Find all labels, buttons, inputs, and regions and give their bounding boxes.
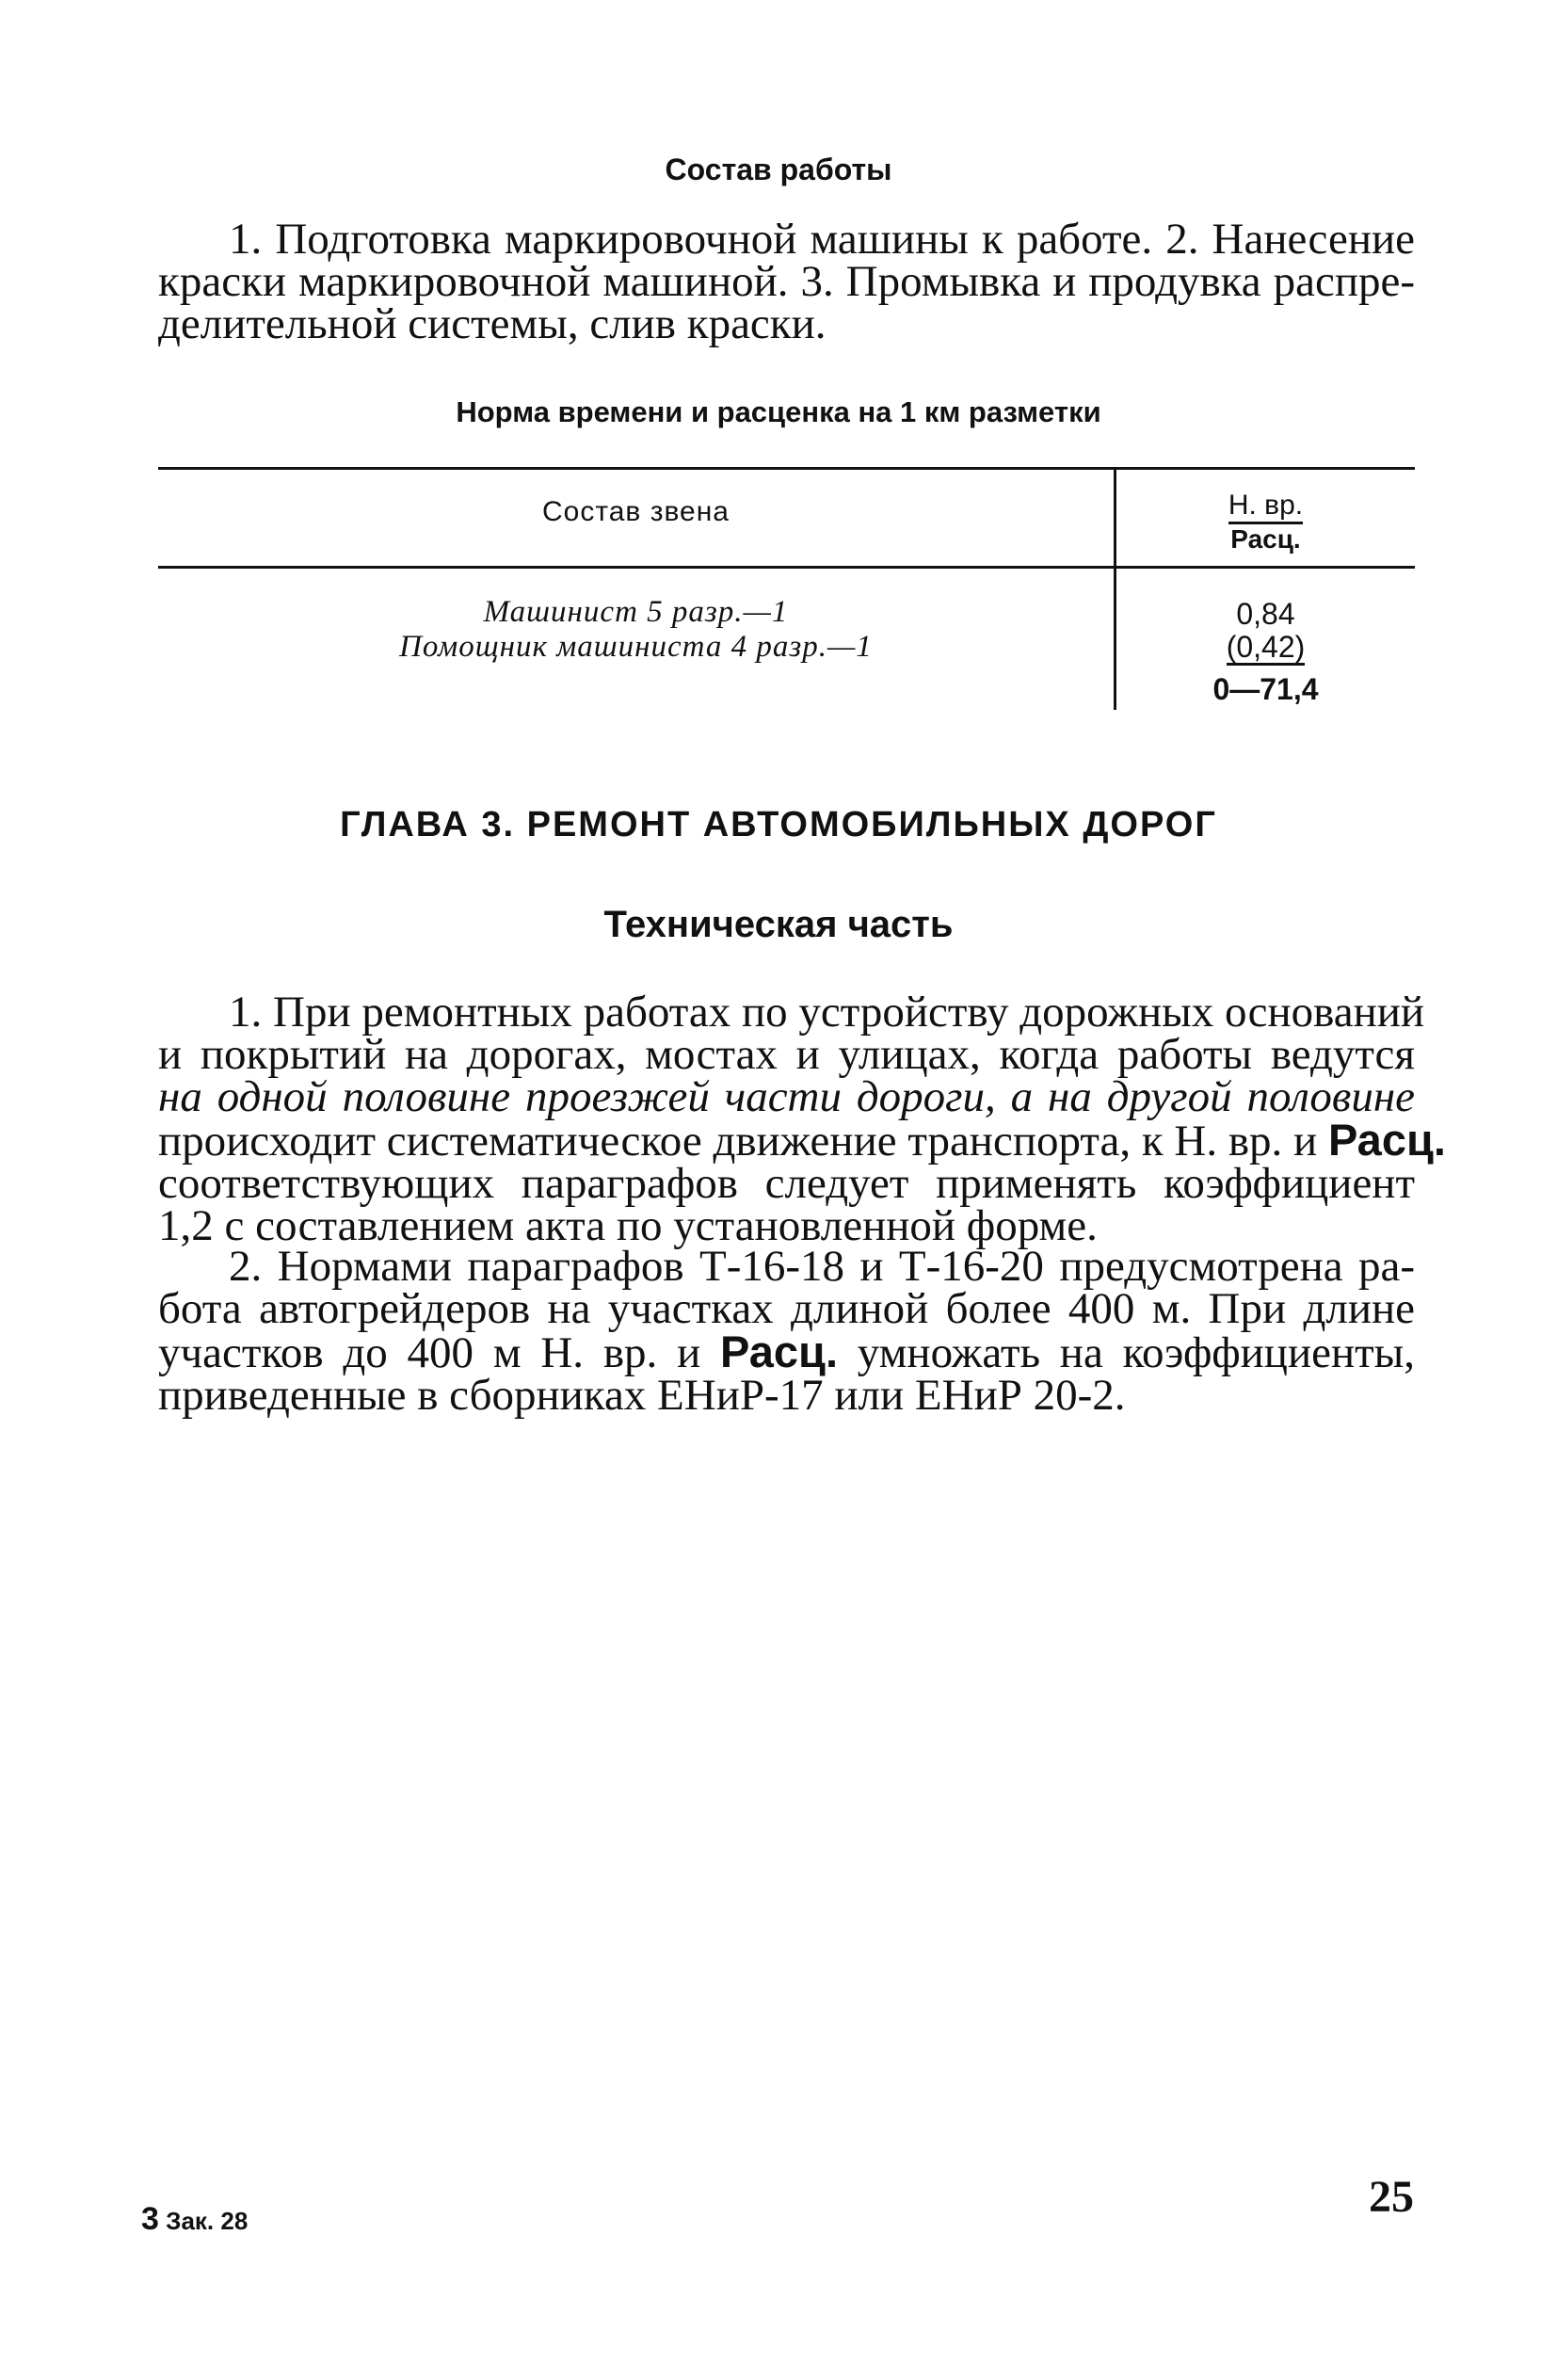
work-composition-line: краски маркировочной машиной. 3. Промывка и продувка распре-	[158, 257, 1415, 306]
chapter-title: ГЛАВА 3. РЕМОНТ АВТОМОБИЛЬНЫХ ДОРОГ	[340, 805, 1217, 844]
table-cell-norm-time: 0,84	[1236, 597, 1295, 631]
paragraph-line: 1,2 с составлением акта по установленной форме.	[158, 1201, 1098, 1250]
paragraph-bold-term: Расц.	[1327, 1115, 1446, 1165]
table-header-rate: Расц.	[1230, 524, 1301, 554]
table-header-crew: Состав звена	[541, 496, 730, 527]
norm-time-header-label: Н. вр.	[1228, 490, 1303, 524]
table-cell-crew-assistant: Помощник машиниста 4 разр.—1	[399, 630, 873, 664]
paragraph-text: происходит систематическое движение транспорта, к Н. вр. и	[158, 1117, 1328, 1166]
work-composition-line: делительной системы, слив краски.	[158, 299, 827, 348]
paragraph-line-italic: на одной половине проезжей части дороги, а на другой половине	[158, 1072, 1415, 1121]
technical-paragraph-2	[158, 1242, 1415, 1420]
paragraph-line: 2. Нормами параграфов Т-16-18 и Т-16-20 предусмотрена ра-	[229, 1242, 1415, 1291]
footer-order-number: 3	[141, 2201, 159, 2237]
footer-order-text: Зак. 28	[166, 2207, 249, 2235]
paragraph-text: умножать на коэффициенты,	[838, 1328, 1415, 1377]
paragraph-line: приведенные в сборниках ЕНиР-17 или ЕНиР 20-2.	[158, 1371, 1126, 1420]
paragraph-line: бота автогрейдеров на участках длиной более 400 м. При длине	[158, 1284, 1415, 1333]
table-cell-norm-time-paren	[1116, 630, 1415, 666]
footer-order-mark	[141, 2201, 248, 2238]
page-number: 25	[1369, 2172, 1414, 2222]
paragraph-line: и покрытий на дорогах, мостах и улицах, когда работы ведутся	[158, 1030, 1415, 1079]
paragraph-line: соответствующих параграфов следует применять коэффициент	[158, 1159, 1415, 1208]
work-composition-text	[158, 215, 1415, 348]
paragraph-line: 1. При ремонтных работах по устройству дорожных оснований	[229, 988, 1425, 1037]
table-header-rule	[158, 566, 1415, 569]
paragraph-line	[158, 1327, 1415, 1377]
work-composition-title: Состав работы	[665, 153, 892, 186]
paragraph-text: участков до 400 м Н. вр. и	[158, 1328, 721, 1377]
technical-paragraph-1	[158, 988, 1446, 1250]
table-cell-rate: 0—71,4	[1212, 672, 1319, 706]
paragraph-bold-term: Расц.	[720, 1327, 839, 1376]
norm-table-caption: Норма времени и расценка на 1 км разметки	[456, 395, 1101, 428]
table-top-rule	[158, 467, 1415, 470]
table-cell-crew-driver: Машинист 5 разр.—1	[483, 595, 789, 629]
work-composition-line: 1. Подготовка маркировочной машины к работе. 2. Нанесение	[229, 215, 1415, 264]
table-header-norm-time	[1116, 490, 1415, 524]
norm-time-paren-value: (0,42)	[1226, 630, 1306, 664]
paragraph-line	[158, 1115, 1446, 1166]
technical-part-title: Техническая часть	[603, 904, 954, 945]
